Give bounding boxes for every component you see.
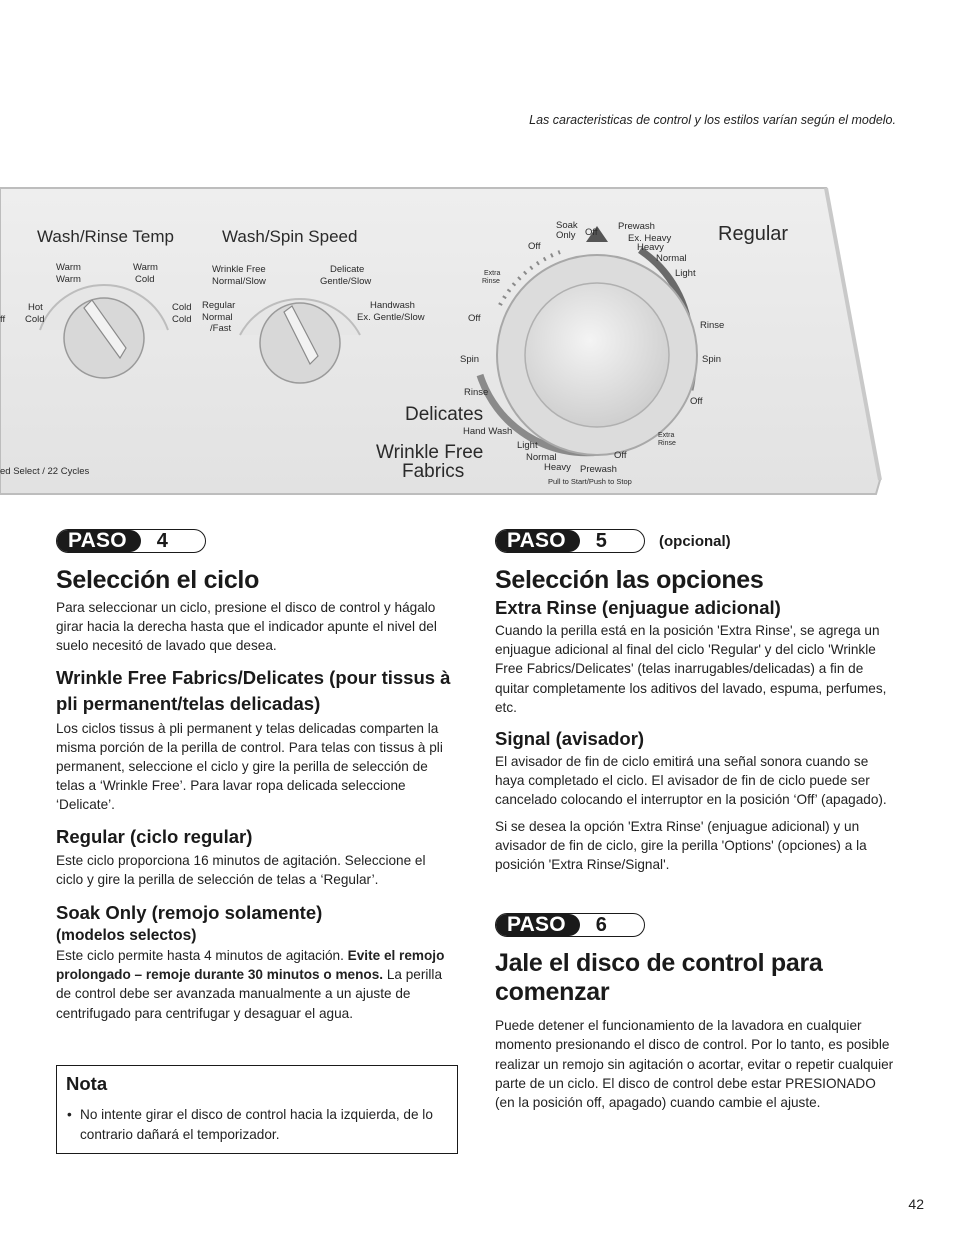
- soak-only-heading: Soak Only (remojo solamente): [56, 902, 323, 924]
- svg-text:Extra: Extra: [484, 270, 501, 277]
- svg-text:Light: Light: [675, 268, 696, 279]
- svg-text:Warm: Warm: [56, 274, 81, 285]
- paso-5-badge: [495, 528, 897, 554]
- regular-text: Este ciclo proporciona 16 minutos de agitación. Seleccione el ciclo y gire la perilla de selección de telas a ‘Regular’.: [56, 852, 426, 887]
- svg-text:Handwash: Handwash: [370, 300, 415, 311]
- svg-text:Wrinkle Free: Wrinkle Free: [212, 264, 266, 275]
- cycle-dial-center: [525, 283, 669, 427]
- svg-text:Spin: Spin: [702, 354, 722, 365]
- wrinkle-free-text: Los ciclos tissus à pli permanent y telas delicadas comparten la misma porción de la perilla de control. Para telas con tissus à pli permanent, seleccione el ciclo y gire la perilla de selección de telas a ‘Wrinkle Free’. Para lavar ropa delicada seleccione ‘Delicate’.: [56, 720, 443, 813]
- svg-text:Spin: Spin: [460, 354, 480, 365]
- svg-text:Cold: Cold: [172, 314, 192, 325]
- optional-label: (opcional): [659, 532, 731, 550]
- delicates-title: Delicates: [405, 404, 484, 425]
- svg-text:Normal: Normal: [656, 253, 687, 264]
- svg-text:Off: Off: [585, 227, 598, 238]
- svg-text:ff: ff: [0, 314, 6, 325]
- extra-rinse-heading: Extra Rinse (enjuague adicional): [495, 597, 781, 618]
- paso-label: PASO: [56, 530, 141, 552]
- svg-text:Extra: Extra: [658, 432, 675, 439]
- svg-text:Pull to Start/Push to Stop: Pull to Start/Push to Stop: [548, 477, 632, 486]
- step-6-text: Puede detener el funcionamiento de la lavadora en cualquier momento presionando el disco de control. Por lo tanto, es posible realizar un remojo sin agitación o acortar, evitar o repetir cualquier parte de un ciclo. El disco de control debe estar PRESIONADO (en la posición off, apagado) cuando cambie el ajuste.: [495, 1018, 894, 1111]
- svg-text:Cold: Cold: [135, 274, 155, 285]
- svg-text:Normal/Slow: Normal/Slow: [212, 276, 266, 287]
- note-box: [56, 1065, 458, 1154]
- svg-text:/Fast: /Fast: [210, 323, 232, 334]
- wash-rinse-title: Wash/Rinse Temp: [37, 227, 174, 246]
- svg-text:Off: Off: [468, 313, 481, 324]
- svg-text:Gentle/Slow: Gentle/Slow: [320, 276, 372, 287]
- wrinkle-title-2: Fabrics: [402, 461, 465, 482]
- wrinkle-title-1: Wrinkle Free: [376, 442, 484, 463]
- svg-text:Rinse: Rinse: [658, 440, 676, 447]
- svg-text:Off: Off: [614, 450, 627, 461]
- paso-label: PASO: [495, 530, 580, 552]
- cycles-note: ed Select / 22 Cycles: [0, 466, 90, 477]
- svg-text:Regular: Regular: [202, 300, 236, 311]
- step-4-title: Selección el ciclo: [56, 566, 260, 594]
- soak-only-text: Este ciclo permite hasta 4 minutos de agitación. Evite el remojo prolongado – remoje durante 30 minutos o menos. La perilla de control debe ser avanzada manualmente a un ajuste de centrifugado para centrifugar y desaguar el agua.: [56, 948, 445, 1021]
- paso-number: 4: [156, 529, 168, 552]
- svg-text:Rinse: Rinse: [700, 320, 725, 331]
- svg-text:Rinse: Rinse: [464, 387, 489, 398]
- svg-text:Only: Only: [556, 230, 576, 241]
- wrinkle-free-heading: Wrinkle Free Fabrics/Delicates (pour tissus à pli permanent/telas delicadas): [56, 666, 451, 714]
- svg-text:Heavy: Heavy: [637, 242, 664, 253]
- paso-6-badge: [495, 912, 897, 938]
- svg-text:Normal: Normal: [202, 312, 233, 323]
- note-title: Nota: [66, 1073, 108, 1094]
- svg-text:Heavy: Heavy: [544, 462, 571, 473]
- regular-title: Regular: [718, 223, 789, 245]
- svg-text:Delicate: Delicate: [330, 264, 365, 275]
- svg-text:Cold: Cold: [25, 314, 45, 325]
- svg-text:Soak: Soak: [556, 220, 578, 231]
- paso-number: 5: [595, 529, 607, 552]
- temp-knob: [64, 298, 144, 378]
- svg-text:Prewash: Prewash: [618, 221, 655, 232]
- svg-text:Off: Off: [528, 241, 541, 252]
- svg-text:Normal: Normal: [526, 452, 557, 463]
- step-6-title: Jale el disco de control para comenzar: [495, 949, 823, 1007]
- svg-text:Warm: Warm: [133, 262, 158, 273]
- paso-label: PASO: [495, 914, 580, 936]
- signal-heading: Signal (avisador): [495, 728, 645, 750]
- svg-text:Off: Off: [690, 396, 703, 407]
- regular-heading: Regular (ciclo regular): [56, 825, 253, 847]
- signal-text: El avisador de fin de ciclo emitirá una señal sonora cuando se haya completado el ciclo. El avisador de fin de ciclo puede ser cancelado colocando el interruptor en la posición ‘Off’ (apagado).: [495, 754, 887, 808]
- svg-text:Light: Light: [517, 440, 538, 451]
- paso-4-badge: [56, 528, 456, 554]
- svg-text:Hot: Hot: [28, 302, 43, 313]
- svg-text:Ex. Heavy: Ex. Heavy: [628, 233, 672, 244]
- svg-text:Ex. Gentle/Slow: Ex. Gentle/Slow: [357, 312, 425, 323]
- model-variation-note: Las caracteristicas de control y los estilos varían según el modelo.: [529, 113, 896, 127]
- page-number: 42: [908, 1196, 924, 1212]
- wash-spin-title: Wash/Spin Speed: [222, 227, 358, 246]
- left-column: [56, 528, 456, 1023]
- control-panel-illustration: [0, 180, 954, 505]
- extra-rinse-text: Cuando la perilla está en la posición 'Extra Rinse', se agrega un enjuague adicional al final del ciclo 'Regular' y del ciclo 'Wrinkle Free Fabrics/Delicates' (telas inarrugables/delicadas) a fin de quitar completamente los aditivos del lavado, espuma, perfumes, etc.: [495, 623, 887, 715]
- svg-text:Cold: Cold: [172, 302, 192, 313]
- right-column: [495, 528, 897, 1112]
- svg-text:Hand Wash: Hand Wash: [463, 426, 513, 437]
- paso-number: 6: [595, 913, 607, 936]
- svg-text:Rinse: Rinse: [482, 278, 500, 285]
- step-4-intro: Para seleccionar un ciclo, presione el disco de control y hágalo girar hacia la derecha hasta que el indicador apunte el nivel del suelo necesitó de lavado que desea.: [56, 600, 437, 654]
- signal-text-2: Si se desea la opción 'Extra Rinse' (enjuague adicional) y un avisador de fin de ciclo, gire la perilla 'Options' (opciones) a la posición 'Extra Rinse/Signal'.: [495, 818, 867, 873]
- step-5-title: Selección las opciones: [495, 566, 764, 594]
- svg-text:Warm: Warm: [56, 262, 81, 273]
- svg-text:Prewash: Prewash: [580, 464, 617, 475]
- note-item: • No intente girar el disco de control hacia la izquierda, de lo contrario dañará el temporizador.: [80, 1105, 448, 1144]
- soak-only-subheading: (modelos selectos): [56, 927, 197, 945]
